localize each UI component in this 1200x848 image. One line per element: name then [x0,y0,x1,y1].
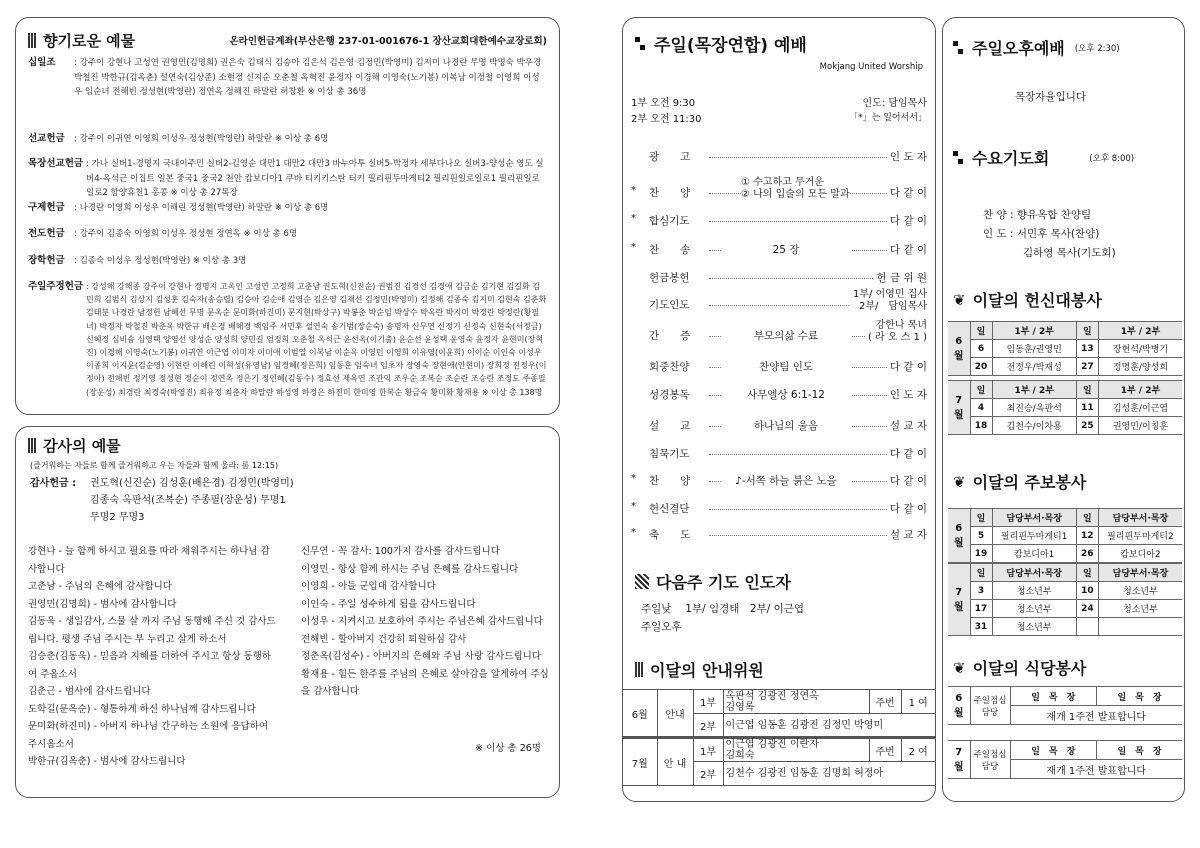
order-name: 찬 송 [649,244,691,256]
guide-names: 이근엽 임동훈 김광진 김정민 박영미 [723,714,935,738]
worship-order-item [631,524,927,544]
offering-label: 전도헌금 [28,228,65,239]
table-row [623,690,935,714]
worship-order-item [631,384,927,404]
month-cell: 7 월 [948,381,970,435]
order-name: 합심기도 [649,215,690,227]
step-icon [953,40,965,55]
header-cell: 일 목 장 [1010,687,1096,706]
schedule-cell: 26 [1076,545,1098,563]
header-cell: 담당부서·목장 [992,509,1076,527]
worship-order-item [631,267,927,287]
schedule-cell: 임동훈/권영민 [992,340,1076,358]
dedication-july-table [948,380,1182,435]
order-name: 찬 양 [649,187,691,199]
worship-order-item [631,210,927,230]
guide-names: 김천수 김광진 임동훈 김명희 허정아 [723,762,935,786]
thanks-item: 김승춘(김동욱) - 믿음과 지혜를 더하여 주시고 항상 동행하여 주옵소서 [28,651,272,680]
offering-label: 장학헌금 [28,255,65,266]
worship-order-item [631,498,927,518]
order-name: 성경봉독 [649,389,690,401]
schedule-cell: 최진승/옥판석 [992,399,1076,417]
schedule-cell: 청소년부 [1098,600,1182,618]
worship-time-2: 2부 오전 11:30 [631,114,702,125]
schedule-cell: 전정우/박재성 [992,358,1076,376]
guide-week-label: 주번 [869,738,901,762]
order-detail: 사무엘상 6:1-12 [721,387,851,402]
thanks-item: 고춘남 - 주님의 은혜에 감사합니다 [28,581,172,592]
worship-order-item [631,356,927,376]
order-name: 광 고 [649,151,691,163]
order-name: 기도인도 [649,299,690,311]
month-cell: 7 월 [948,564,970,636]
guide-part: 1부 [693,690,723,714]
schedule-cell: 장현석/박병기 [1098,340,1182,358]
thanks-item: 이영희 - 아들 군입대 감사합니다 [301,581,436,592]
bar-icon [635,662,644,677]
guide-week-label: 주번 [869,690,901,714]
thanks-offering-names: 권도혁(신진순) 김성훈(배은경) 김정민(박영미) 김종숙 옥판석(조복순) 주종필(장운성) 무명1 무명2 무명3 [90,478,294,523]
worship-leader: 인도: 담임목사 [862,98,927,109]
offering-row-evangelism [28,227,547,243]
bulletin-title: ❦ 이달의 주보봉사 [953,472,1087,492]
thanks-item: 김동욱 - 생일감사, 스물 살 까지 주님 동행해 주신 것 감사드립니다. 평생 주님 주시는 부 누리고 살게 하소서 [28,616,276,645]
thanks-right-column [301,543,551,701]
worship-order-item [631,177,927,202]
table-row [623,738,935,762]
worship-subtitle: Mokjang United Worship [819,62,923,72]
step-icon [953,150,965,165]
thanks-item: 이영민 - 항상 함께 하시는 주님 은혜를 감사드립니다 [301,563,519,575]
header-cell: 1부 / 2부 [992,322,1076,340]
thanks-left-column [28,543,278,771]
order-leader: 설 교 자 [887,418,927,433]
worship-standing-note: 「*」는 일어서서」 [849,113,927,123]
offering-text: : 김종숙 이성우 정성현(박영란) ※ 이상 총 3명 [74,256,247,266]
order-name: 찬 양 [649,475,691,487]
leader-dots [709,278,887,279]
header-cell: 1부 / 2부 [1098,381,1182,399]
bulletin-july-table [948,563,1182,636]
order-leader: 다 같 이 [887,242,927,257]
order-leader: 인 도 자 [887,387,927,402]
worship-order-item [631,320,927,345]
wednesday-title: 수요기도회 (오후 8:00) [953,146,1134,169]
schedule-cell: 17 [970,600,992,618]
guides-table [623,689,935,786]
bar-icon [28,438,37,453]
schedule-cell: 27 [1076,358,1098,376]
thanks-item: 황재용 - 힘든 한주를 주님의 은혜로 살아감을 알게하여 주심을 감사합니다 [301,668,549,697]
online-account: 온라인헌금계좌(부산은행 237-01-001676-1 장산교회대한예수교장로회) [229,36,547,47]
schedule-cell [1098,618,1182,636]
schedule-cell: 10 [1076,582,1098,600]
clover-icon: ❦ [953,290,966,309]
guide-week: 1 여 [901,690,935,714]
guides-title: 이달의 안내위원 [635,658,764,681]
header-cell: 담당부서·목장 [1098,509,1182,527]
order-detail: ♪-서쪽 하늘 붉은 노을 [721,473,851,488]
table-row [948,381,1182,399]
guide-names: 옥판석 김광진 정연옥 김영록 [723,690,869,714]
order-detail: 부모의삶 수료 [721,328,851,343]
stand-marker: * [631,213,636,224]
offering-text: : 강주이 김종숙 이영희 이성우 정성현 정연옥 ※ 이상 총 6명 [74,229,298,239]
header-cell: 일 [970,381,992,399]
guide-month: 6월 [623,690,657,738]
worship-order-item [631,289,927,314]
schedule-cell: 권영민/이칭훈 [1098,417,1182,435]
thanks-item: 이인숙 - 주일 성수하게 됨을 감사드립니다 [301,598,476,610]
afternoon-title: 주일오후예배 (오후 2:30) [953,36,1120,59]
worship-order-item [631,146,927,166]
worship-order-item [631,415,927,435]
schedule-cell: 18 [970,417,992,435]
thanks-item: 이성우 - 지켜시고 보호하여 주시는 주님은혜 감사드립니다 [301,616,543,627]
worship-order-item [631,443,927,463]
schedule-panel [942,17,1185,802]
header-cell: 일 [970,509,992,527]
wednesday-details: 찬 양 : 향유옥합 찬양팀 인 도 : 서민후 목사(찬양) 김하영 목사(기도회) [983,209,1116,259]
schedule-cell: 12 [1076,527,1098,545]
table-row [948,358,1182,376]
order-name: 간 증 [649,330,691,342]
thanks-item: 권영민(김명희) - 범사에 감사합니다 [28,598,177,610]
thanks-item: 강현나 - 늘 함께 하시고 필요를 따라 채워주시는 하나님 감사합니다 [28,546,270,575]
offering-row-scholarship [28,254,547,270]
schedule-cell: 3 [970,582,992,600]
schedule-cell: 캄보디아1 [992,545,1076,563]
leader-dots [709,157,887,158]
offering-title: 향기로운 예물 [28,30,135,51]
kitchen-title: ❦ 이달의 식당봉사 [953,658,1087,678]
schedule-cell: 김성훈/이근엽 [1098,399,1182,417]
guide-month: 7월 [623,738,657,786]
table-row [948,509,1182,527]
offering-row-relief [28,201,547,217]
order-leader: 헌 금 위 원 [873,270,927,285]
month-cell: 6 월 [948,687,970,725]
worship-title: 주일(목장연합) 예배 [635,31,807,56]
kitchen-june-table [948,686,1182,725]
order-name: 헌금봉헌 [649,272,690,284]
guide-week: 2 여 [901,738,935,762]
afternoon-text: 목장자율입니다 [1015,91,1087,103]
schedule-cell: 19 [970,545,992,563]
schedule-cell: 13 [1076,340,1098,358]
schedule-cell: 캄보디아2 [1098,545,1182,563]
thanks-item: 전해빈 - 할아버지 건강히 퇴원하심 감사 [301,633,467,645]
thanks-title: 감사의 예물 [28,435,121,456]
clover-icon: ❦ [953,658,966,677]
table-row [948,618,1182,636]
kitchen-july-table [948,740,1182,779]
stand-marker: * [631,242,636,253]
schedule-cell: 김천수/이차용 [992,417,1076,435]
offering-text: : 강주이 이귀연 이영희 이성우 정성현(박영란) 하말란 ※ 이상 총 6명 [74,134,329,144]
order-leader: 다 같 이 [887,185,927,200]
guide-part: 2부 [693,714,723,738]
table-row [948,399,1182,417]
offering-row-tithe [28,56,547,118]
worship-order-item [631,470,927,490]
next-week-pm: 주일오후 [641,621,682,633]
offering-label: 주일주정헌금 [28,281,84,292]
header-cell: 일 [1076,381,1098,399]
schedule-cell: 청소년부 [992,582,1076,600]
next-week-am: 주일낮 1부/ 임경태 2부/ 이근엽 [641,603,805,615]
thanks-offering [30,475,294,526]
thanks-panel [15,426,560,798]
order-leader: 강한나 목녀 ( 라 오 스 1 ) [865,320,927,344]
thanks-item: 박한규(김옥춘) - 범사에 감사드립니다 [28,756,186,767]
hatch-icon [635,574,649,589]
header-cell: 일 [970,564,992,582]
order-name: 헌신결단 [649,503,690,515]
schedule-cell: 5 [970,527,992,545]
dedication-title: ❦ 이달의 헌신대봉사 [953,290,1102,310]
schedule-cell [1076,618,1098,636]
worship-panel [622,17,936,802]
offering-header [28,28,547,52]
table-row [948,600,1182,618]
guide-role: 안내 [657,690,693,738]
offering-text: : 강주이 강현나 고성연 권영민(김명희) 권은숙 김태식 김승아 김은석 김은영 김정민(박영미) 김지미 나경란 무명 박명숙 박우경 박철진 박한규(김옥춘) 설연숙(김상준) 소현정 신지순 오춘철 옥혁진 윤정자 이경해 이영숙(노기봉) 이복남 이정철 이영희 이성우 임순녀 전해빈 정성현(박영란) 정연옥 정해진 하말란 허창환 ※ 이상 총 36명 [74,58,542,97]
schedule-cell: 6 [970,340,992,358]
order-leader: 다 같 이 [887,446,927,461]
thanks-item: 도학길(문옥순) - 형통하게 하신 하나님께 감사드립니다 [28,703,256,715]
duty-label: 주일점심 담당 [970,687,1010,725]
month-cell: 7 월 [948,741,970,779]
leader-dots [709,454,887,455]
offering-panel [15,17,560,415]
guide-part: 2부 [693,762,723,786]
offering-text: : 가나 실버1-경명지 국내이주민 실버2-김영순 대만1 대만2 대만3 바누아투 실버5-박정자 세부다나오 실버3-양성순 영도 실버4-옥석근 이집트 일본 중국1 중국2 천안 캄보디아1 쿠바 티키키스탄 터키 필리핀두마게티2 필리핀일로일로1 필리핀일로일로2 함양휴천1 홍콩 ※ 이상 총 27목장 [86,159,544,198]
schedule-cell: 정명훈/양성희 [1098,358,1182,376]
offering-label: 선교헌금 [28,133,65,144]
guide-role: 안 내 [657,738,693,786]
schedule-cell: 청소년부 [992,600,1076,618]
table-row [948,564,1182,582]
stand-marker: * [631,501,636,512]
schedule-cell: 24 [1076,600,1098,618]
table-row [948,741,1182,760]
leader-dots [709,221,887,222]
offering-row-sunday [28,280,547,412]
table-row [948,582,1182,600]
kitchen-note: 재개 1주전 발표합니다 [1010,760,1182,779]
schedule-cell: 청소년부 [992,618,1076,636]
table-row [948,545,1182,563]
order-leader: 인 도 자 [887,149,927,164]
thanks-item: 정춘옥(김성수) - 아버지의 은혜와 주님 사랑 감사드립니다 [301,651,542,662]
header-cell: 일 [1076,322,1098,340]
thanks-item: 김춘근 - 범사에 감사드립니다 [28,686,151,697]
offering-text: : 나경란 이영희 이성우 이해린 정성현(박영란) 하말란 ※ 이상 총 6명 [74,203,329,213]
order-name: 축 도 [649,529,691,541]
header-cell: 담당부서·목장 [992,564,1076,582]
thanks-item: 신무연 - 꼭 감사: 100가지 감사를 감사드립니다 [301,546,500,557]
header-cell: 일 [1076,509,1098,527]
header-cell: 일 목 장 [1096,687,1182,706]
offering-row-mission [28,132,547,148]
bulletin-june-table [948,508,1182,563]
schedule-cell: 25 [1076,417,1098,435]
offering-text: : 강성해 강해종 강주이 강현나 경명지 고옥인 고성연 고정희 고춘남 권도혁(신진순) 권범진 김경선 김경애 김금순 김기현 김길화 김민희 김범식 김상지 김성훈 김숙자(송승렬) 김승아 김순애 김영순 김은영 김재선 김정민(박영미) 김정해 김종숙 김지미 김현숙 김춘화 김태분 나경란 남정헌 남혜선 무명 문옥순 문미화(하진미) 문지현(박상구) 박봉춘 박순임 박상수 박옥란 박지미 박정란 박정란(황필녀) 박정자 박철진 박춘옥 박한규 배은경 배해경 백임주 서민후 설연숙 송기범(장순숙) 송명자 신무연 신정기 신정숙 신현숙(서정금) 신혜정 심비숨 심영택 양영선 양성순 양성희 양민길 엄정희 오춘철 옥석근 윤선옥(이기출) 윤순선 윤성택 윤영숙 윤정자 윤현미(장혁진) 이경해 이영숙(노기봉) 이귀연 이근엽 이미자 이미애 이범열 이복남 이순옥 이영민 이영희 이유영(이윤희) 이이순 이인숙 이성우 이종희 이지윤(김순영) 이현란 이해린 이혁성(유영남) 임경혜(정은희) 임동훈 임숙녀 임초자 장영숙 장현애(안현미) 장희정 전정우(이정아) 전해빈 정기영 정성현 정순이 정연옥 정은기 정인혜(김동수) 정효선 제옥연 조관익 조우순 조복순 조순란 조승란 조정도 주종필(장운성) 최경란 최경숙(박영진) 최유정 최춘자 하말란 하성영 하정은 하진미 한미영 한복순 황금숙 황미화 황재용 ※ 이상 총 138명 [86,282,547,397]
table-row [948,527,1182,545]
order-detail: 25 장 [721,242,851,257]
schedule-cell: 필리핀두마게티2 [1098,527,1182,545]
stand-marker: * [631,527,636,538]
bar-icon [28,33,37,48]
month-cell: 6 월 [948,322,970,376]
schedule-cell: 필리핀두마게티1 [992,527,1076,545]
offering-label: 구제헌금 [28,202,65,213]
order-name: 설 교 [649,420,691,432]
next-week-title: 다음주 기도 인도자 [635,570,791,593]
guide-names: 이근엽 김광진 이란자 김희숙 [723,738,869,762]
header-cell: 1부 / 2부 [992,381,1076,399]
header-cell: 일 [970,322,992,340]
leader-dots [709,535,887,536]
table-row [948,340,1182,358]
schedule-cell: 4 [970,399,992,417]
offering-label: 십일조 [28,57,56,68]
order-leader: 다 같 이 [887,213,927,228]
dedication-june-table [948,321,1182,376]
order-detail: 하나님의 울음 [721,418,851,433]
thanks-item: 문미화(하진미) - 아버지 하나님 간구하는 소원에 응답하여 주시옵소서 [28,721,269,750]
header-cell: 일 [1076,564,1098,582]
table-row [948,322,1182,340]
step-icon [635,36,647,51]
header-cell: 일 목 장 [1010,741,1096,760]
kitchen-note: 재개 1주전 발표합니다 [1010,706,1182,725]
header-cell: 담당부서·목장 [1098,564,1182,582]
stand-marker: * [631,185,636,196]
order-detail: ① 수고하고 무거운 ② 나의 입술의 모든 말과 [741,177,850,200]
clover-icon: ❦ [953,472,966,491]
order-detail: 찬양팀 인도 [721,359,851,374]
month-cell: 6 월 [948,509,970,563]
thanks-total: ※ 이상 총 26명 [475,743,541,754]
guide-part: 1부 [693,738,723,762]
schedule-cell: 31 [970,618,992,636]
schedule-cell: 청소년부 [1098,582,1182,600]
stand-marker: * [631,473,636,484]
leader-dots [709,509,887,510]
order-leader: 다 같 이 [887,501,927,516]
header-cell: 1부 / 2부 [1098,322,1182,340]
worship-time-1: 1부 오전 9:30 [631,98,696,109]
order-leader: 1부/ 이영민 집사 2부/ 담임목사 [850,289,927,313]
header-cell: 일 목 장 [1096,741,1182,760]
order-leader: 설 교 자 [887,527,927,542]
schedule-cell: 20 [970,358,992,376]
order-name: 회중찬양 [649,361,690,373]
order-leader: 다 같 이 [887,473,927,488]
offering-row-mokjang-mission [28,157,547,198]
table-row [948,687,1182,706]
thanks-verse: (즐거워하는 자들로 함께 즐거워하고 우는 자들과 함께 울라: 롬 12:15) [30,461,279,470]
table-row [948,417,1182,435]
order-name: 침묵기도 [649,448,690,460]
schedule-cell: 11 [1076,399,1098,417]
duty-label: 주일점심 담당 [970,741,1010,779]
offering-label: 목장선교헌금 [28,158,84,169]
thanks-offering-label: 감사헌금 : [30,478,77,489]
worship-order-item [631,239,927,259]
order-leader: 다 같 이 [887,359,927,374]
